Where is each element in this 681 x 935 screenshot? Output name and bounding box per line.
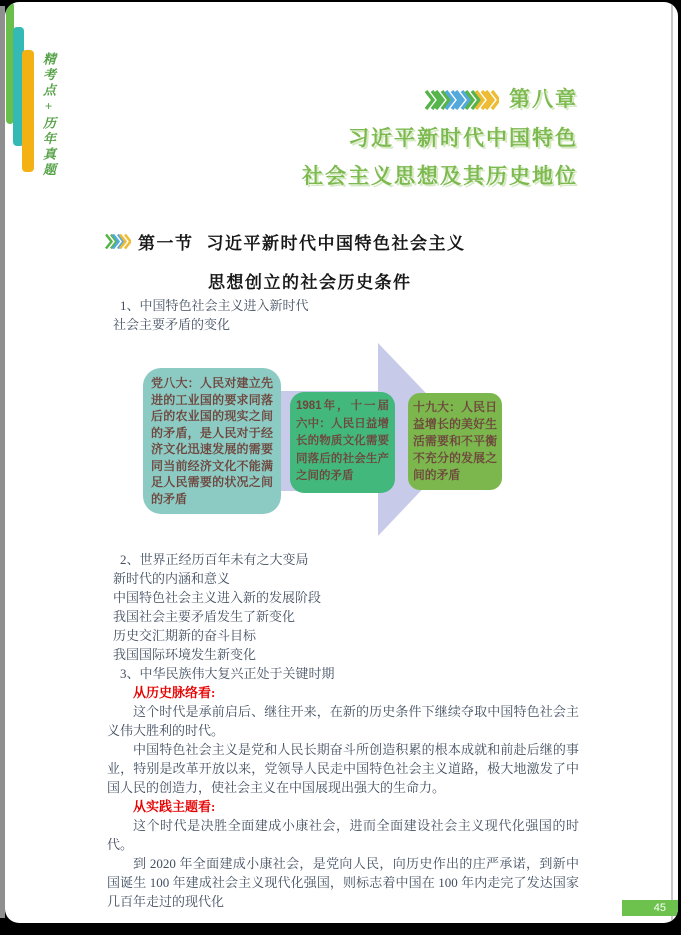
list-item: 历史交汇期新的奋斗目标 <box>113 628 257 643</box>
intro-line: 社会主要矛盾的变化 <box>113 317 231 332</box>
section-title-line1: 习近平新时代中国特色社会主义 <box>206 234 466 253</box>
section-title-line2: 思想创立的社会历史条件 <box>208 273 412 292</box>
main-contradiction-diagram <box>107 334 579 550</box>
chapter-title-block <box>302 81 578 197</box>
chapter-title-line1: 习近平新时代中国特色 <box>348 126 578 150</box>
intro-line: 1、中国特色社会主义进入新时代 <box>120 298 309 313</box>
page-crease-line <box>671 2 673 923</box>
section-chevrons-icon <box>105 234 131 249</box>
list-item: 我国国际环境发生新变化 <box>113 647 257 662</box>
section-heading-row <box>105 229 466 254</box>
book-page <box>5 2 678 923</box>
section-heading-block <box>105 229 466 293</box>
body-content <box>107 296 579 911</box>
history-paragraph: 中国特色社会主义是党和人民长期奋斗所创造积累的根本成就和前赴后继的事业，特别是改革开放以来，党领导人民走中国特色社会主义道路，极大地激发了中国人民的创造力，使社会主义在中国展现出强大的生命力。 <box>107 742 579 795</box>
diagram-box-19th-congress: 十九大：人民日益增长的美好生活需要和不平衡不充分的发展之间的矛盾 <box>408 393 502 490</box>
list-item: 2、世界正经历百年未有之大变局 <box>120 552 309 567</box>
sidebar-bar-yellow <box>22 50 34 172</box>
chapter-label: 第八章 <box>509 88 578 111</box>
diagram-box-party-8th-congress: 党八大：人民对建立先进的工业国的要求同落后的农业国的现实之间的矛盾，是人民对于经济文化迅速发展的需要同当前经济文化不能满足人民需要的状况之间的矛盾 <box>143 368 281 514</box>
chapter-label-row <box>302 81 578 120</box>
list-item: 新时代的内涵和意义 <box>113 571 231 586</box>
chapter-chevrons-icon <box>425 90 499 110</box>
history-paragraph: 这个时代是承前启后、继往开来，在新的历史条件下继续夺取中国特色社会主义伟大胜利的时代。 <box>107 704 579 738</box>
list-item: 3、中华民族伟大复兴正处于关键时期 <box>120 666 335 681</box>
list-item: 我国社会主要矛盾发生了新变化 <box>113 609 296 624</box>
practice-paragraph: 这个时代是决胜全面建成小康社会，进而全面建设社会主义现代化强国的时代。 <box>107 818 579 852</box>
diagram-box-1981-plenum: 1981年，十一届六中：人民日益增长的物质文化需要同落后的社会生产之间的矛盾 <box>290 392 395 493</box>
sidebar-tab-text: 精考点+历年真题 <box>41 52 56 178</box>
history-heading: 从历史脉络看: <box>133 685 216 700</box>
practice-heading: 从实践主题看: <box>133 799 216 814</box>
chapter-title-line2: 社会主义思想及其历史地位 <box>302 165 578 188</box>
list-item: 中国特色社会主义进入新的发展阶段 <box>113 590 322 605</box>
section-label: 第一节 <box>138 234 194 253</box>
practice-paragraph: 到 2020 年全面建成小康社会，是党向人民，向历史作出的庄严承诺，到新中国诞生 100 年建成社会主义现代化强国，则标志着中国在 100 年内走完了发达国家几百年走过的现代化 <box>107 856 579 909</box>
page-number-badge: 45 <box>622 900 678 916</box>
